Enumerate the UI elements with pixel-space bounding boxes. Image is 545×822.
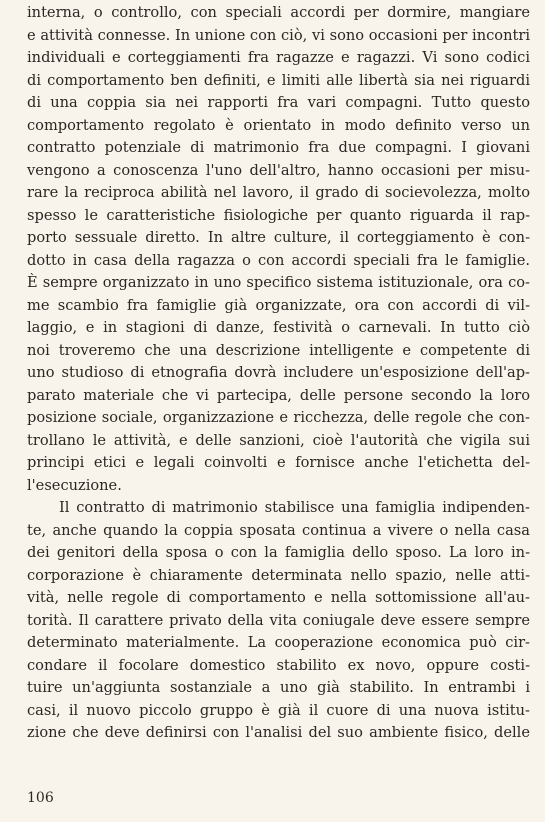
- text-line: condare il focolare domestico stabilito ex novo, oppure costi-: [27, 656, 530, 674]
- text-line: laggio, e in stagioni di danze, festività o carnevali. In tutto ciò: [27, 319, 530, 336]
- text-line: e attività connesse. In unione con ciò, vi sono occasioni per incontri: [27, 26, 530, 44]
- text-line: l'esecuzione.: [27, 476, 122, 494]
- text-line: parato materiale che vi partecipa, delle persone secondo la loro: [27, 386, 530, 404]
- text-line: interna, o controllo, con speciali accordi per dormire, mangiare: [27, 4, 530, 21]
- text-line: casi, il nuovo piccolo gruppo è già il cuore di una nuova istitu-: [27, 701, 530, 719]
- text-line: noi troveremo che una descrizione intelligente e competente di: [27, 341, 530, 359]
- text-line: porto sessuale diretto. In altre culture, il corteggiamento è con-: [27, 229, 530, 246]
- text-line: principi etici e legali coinvolti e fornisce anche l'etichetta del-: [27, 454, 530, 471]
- page-number: 106: [27, 790, 54, 806]
- text-line: dotto in casa della ragazza o con accordi speciali fra le famiglie.: [27, 251, 530, 269]
- text-line: dei genitori della sposa o con la famiglia dello sposo. La loro in-: [27, 544, 530, 561]
- text-line: zione che deve definirsi con l'analisi del suo ambiente fisico, delle: [27, 724, 530, 741]
- text-line: contratto potenziale di matrimonio fra due compagni. I giovani: [27, 139, 530, 156]
- text-line: comportamento regolato è orientato in modo definito verso un: [27, 116, 530, 134]
- text-line: corporazione è chiaramente determinata nello spazio, nelle atti-: [27, 566, 530, 584]
- text-line: individuali e corteggiamenti fra ragazze e ragazzi. Vi sono codici: [27, 49, 530, 66]
- text-line: te, anche quando la coppia sposata continua a vivere o nella casa: [27, 521, 530, 539]
- text-line: vità, nelle regole di comportamento e nella sottomissione all'au-: [27, 589, 530, 606]
- text-line: rare la reciproca abilità nel lavoro, il grado di socievolezza, molto: [27, 184, 530, 201]
- text-line: di una coppia sia nei rapporti fra vari compagni. Tutto questo: [27, 94, 530, 111]
- text-line: di comportamento ben definiti, e limiti alle libertà sia nei riguardi: [27, 71, 530, 89]
- text-line: È sempre organizzato in uno specifico sistema istituzionale, ora co-: [27, 274, 530, 291]
- text-line: torità. Il carattere privato della vita coniugale deve essere sempre: [27, 611, 530, 629]
- text-line: uno studioso di etnografia dovrà includere un'esposizione dell'ap-: [27, 364, 530, 381]
- text-line: determinato materialmente. La cooperazione economica può cir-: [27, 634, 530, 651]
- body-text: [27, 2, 530, 745]
- text-line: vengono a conoscenza l'uno dell'altro, hanno occasioni per misu-: [27, 161, 530, 179]
- text-line: posizione sociale, organizzazione e ricchezza, delle regole che con-: [27, 409, 530, 426]
- text-line: spesso le caratteristiche fisiologiche per quanto riguarda il rap-: [27, 206, 530, 224]
- text-line: Il contratto di matrimonio stabilisce una famiglia indipenden-: [59, 499, 530, 516]
- text-line: tuire un'aggiunta sostanziale a uno già stabilito. In entrambi i: [27, 679, 530, 696]
- text-line: trollano le attività, e delle sanzioni, cioè l'autorità che vigila sui: [27, 431, 530, 449]
- text-line: me scambio fra famiglie già organizzate, ora con accordi di vil-: [27, 296, 530, 314]
